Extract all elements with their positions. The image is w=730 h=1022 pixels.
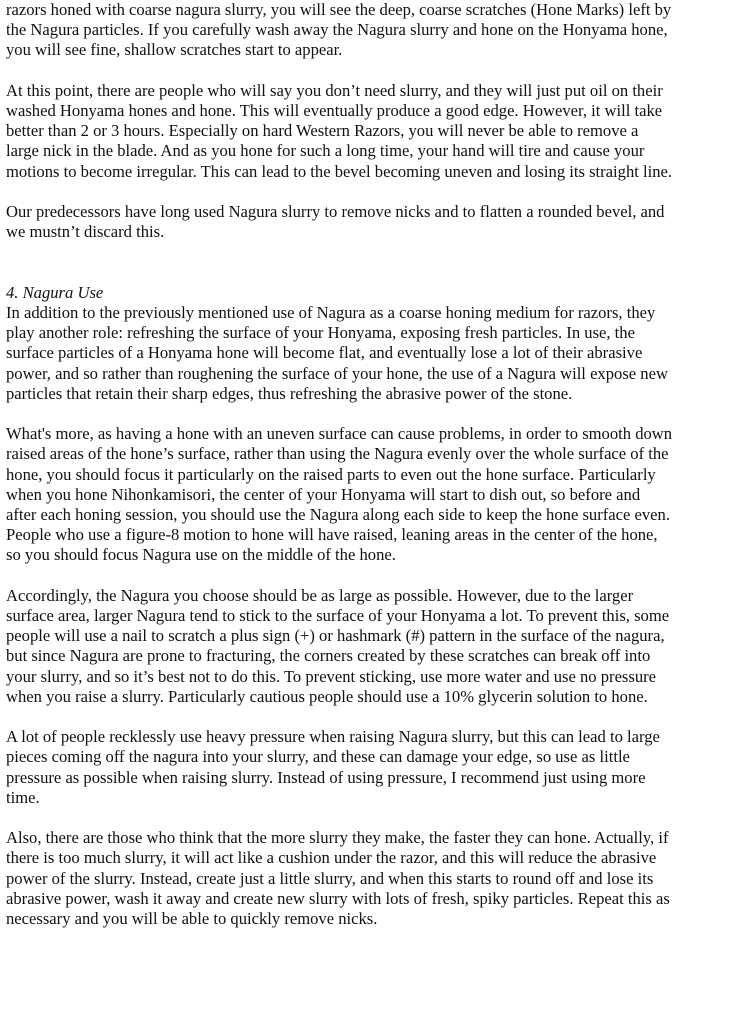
- section-paragraph-5: Also, there are those who think that the more slurry they make, the faster they can hone. Actually, if there is too much slurry, it will act like a cushion under the razor, and this will reduce the abrasive power of the slurry. Instead, create just a little slurry, and when this starts to round off and lose its abrasive power, wash it away and create new slurry with lots of fresh, spiky particles. Repeat this as necessary and you will be able to quickly remove nicks.: [6, 828, 670, 929]
- document-page: [6, 0, 722, 949]
- intro-paragraph-2: At this point, there are people who will say you don’t need slurry, and they will just put oil on their washed Honyama hones and hone. This will eventually produce a good edge. However, it will take better than 2 or 3 hours. Especially on hard Western Razors, you will never be able to remove a large nick in the blade. And as you hone for such a long time, your hand will tire and cause your motions to become irregular. This can lead to the bevel becoming uneven and losing its straight line.: [6, 80, 673, 181]
- section-paragraph-3: Accordingly, the Nagura you choose should be as large as possible. However, due to the larger surface area, larger Nagura tend to stick to the surface of your Honyama a lot. To prevent this, some people will use a nail to scratch a plus sign (+) or hashmark (#) pattern in the surface of the nagura, but since Nagura are prone to fracturing, the corners created by these scratches can break off into your slurry, and so it’s best not to do this. To prevent sticking, use more water and use no pressure when you raise a slurry. Particularly cautious people should use a 10% glycerin solution to hone.: [6, 585, 670, 706]
- section-paragraph-4: A lot of people recklessly use heavy pressure when raising Nagura slurry, but this can lead to large pieces coming off the nagura into your slurry, and these can damage your edge, so use as little pressure as possible when raising slurry. Instead of using pressure, I recommend just using more time.: [6, 727, 660, 807]
- intro-paragraph-1: razors honed with coarse nagura slurry, you will see the deep, coarse scratches (Hone Marks) left by the Nagura particles. If you carefully wash away the Nagura slurry and hone on the Honyama hone, you will see fine, shallow scratches start to appear.: [6, 0, 672, 60]
- section-paragraph-2: What's more, as having a hone with an uneven surface can cause problems, in order to smooth down raised areas of the hone’s surface, rather than using the Nagura evenly over the whole surface of the hone, you should focus it particularly on the raised parts to even out the hone surface. Particularly when you hone Nihonkamisori, the center of your Honyama will start to dish out, so before and after each honing session, you should use the Nagura along each side to keep the hone surface even. People who use a figure-8 motion to hone will have raised, leaning areas in the center of the hone, so you should focus Nagura use on the middle of the hone.: [6, 424, 673, 565]
- section-heading: 4. Nagura Use: [6, 282, 104, 302]
- intro-paragraph-3: Our predecessors have long used Nagura slurry to remove nicks and to flatten a rounded bevel, and we mustn’t discard this.: [6, 202, 665, 242]
- section-spacer: [6, 263, 722, 283]
- section-paragraph-1: In addition to the previously mentioned use of Nagura as a coarse honing medium for razors, they play another role: refreshing the surface of your Honyama, exposing fresh particles. In use, the surface particles of a Honyama hone will become flat, and eventually lose a lot of their abrasive power, and so rather than roughening the surface of your hone, the use of a Nagura will expose new particles that retain their sharp edges, thus refreshing the abrasive power of the stone.: [6, 302, 668, 403]
